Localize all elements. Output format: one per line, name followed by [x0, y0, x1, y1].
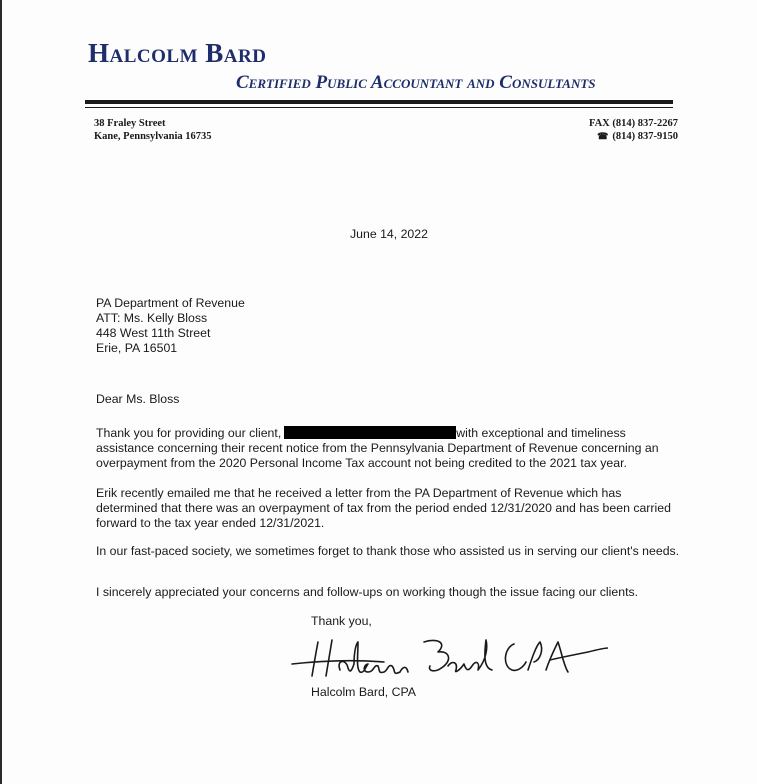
- closing: Thank you,: [311, 614, 372, 628]
- address-city: Kane, Pennsylvania 16735: [94, 131, 212, 142]
- paragraph-1-rest: with exceptional and timeliness assistance concerning their recent notice from the Pennsylvania Department of Revenue concerning an overpayment from the 2020 Personal Income Tax account not being credited to the 2021 tax year.: [96, 426, 659, 470]
- phone-line: [560, 130, 678, 143]
- handwritten-signature: [288, 630, 608, 690]
- redaction-bar: [284, 426, 456, 439]
- paragraph-4: I sincerely appreciated your concerns and follow-ups on working though the issue facing our clients.: [96, 585, 639, 599]
- signer-name: Halcolm Bard, CPA: [311, 685, 417, 699]
- letter-date: June 14, 2022: [350, 227, 428, 241]
- recipient-attention: ATT: Ms. Kelly Bloss: [96, 311, 208, 325]
- paragraph-1-start: Thank you for providing our client,: [96, 426, 282, 440]
- paragraph-2: Erik recently emailed me that he received a letter from the PA Department of Revenue which has determined that there was an overpayment of tax from the period ended 12/31/2020 and has been carried forward to the tax year ended 12/31/2021.: [96, 486, 671, 530]
- recipient-org: PA Department of Revenue: [96, 296, 245, 310]
- phone-number: (814) 837-9150: [612, 131, 678, 142]
- recipient-street: 448 West 11th Street: [96, 326, 211, 340]
- firm-name: Halcolm Bard: [88, 38, 267, 68]
- salutation: Dear Ms. Bloss: [96, 392, 180, 406]
- firm-tagline: Certified Public Accountant and Consultants: [236, 72, 596, 93]
- address-street: 38 Fraley Street: [94, 118, 166, 129]
- recipient-city: Erie, PA 16501: [96, 341, 178, 355]
- letterhead-rule-thick: [85, 100, 673, 104]
- fax-number: FAX (814) 837-2267: [588, 118, 678, 129]
- letterhead-rule-thin: [85, 107, 673, 108]
- paragraph-3: In our fast-paced society, we sometimes forget to thank those who assisted us in serving our client's needs.: [96, 544, 680, 558]
- recipient-block: [96, 296, 245, 356]
- firm-address: [94, 117, 212, 143]
- scan-edge-line: [0, 0, 2, 784]
- telephone-icon: ☎: [597, 131, 609, 141]
- firm-contact: [560, 117, 678, 143]
- paragraph-1: [96, 426, 686, 471]
